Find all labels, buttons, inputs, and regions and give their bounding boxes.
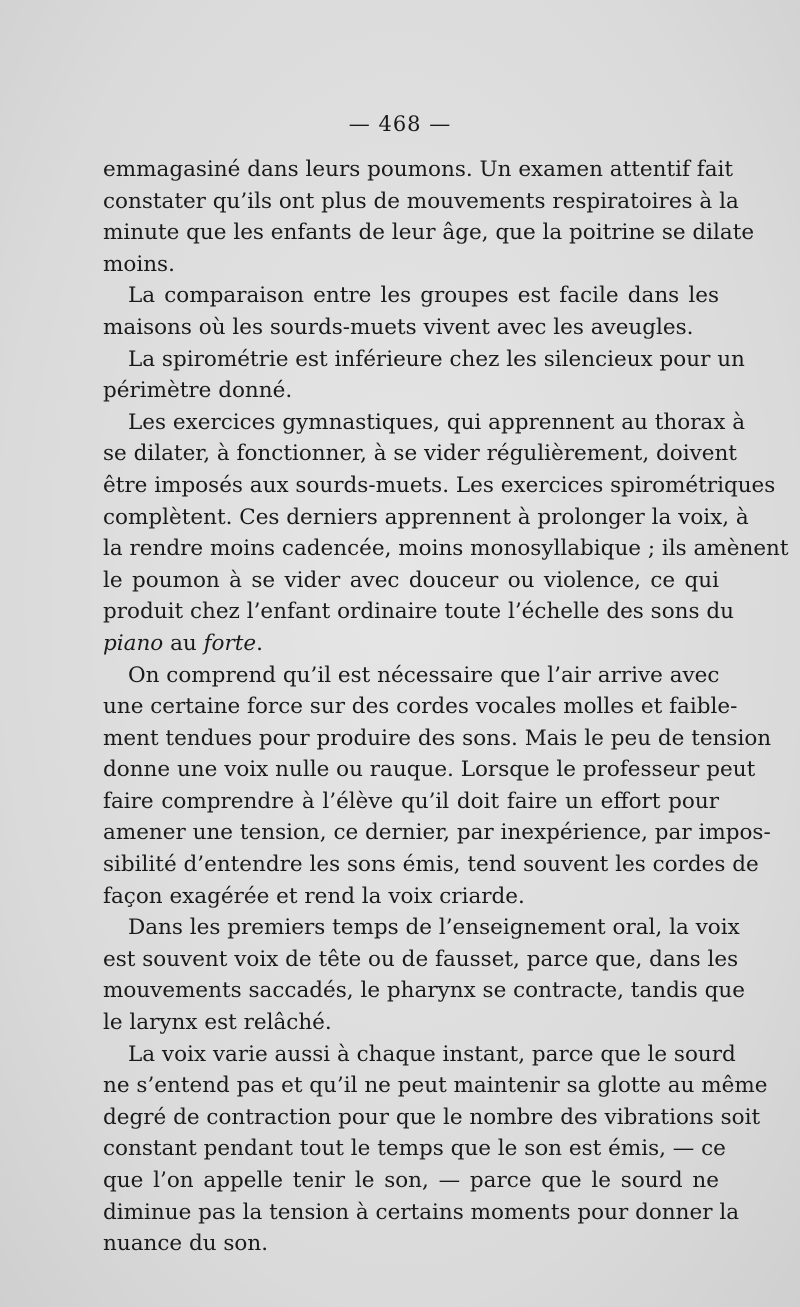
text-line: façon exagérée et rend la voix criarde. bbox=[103, 883, 525, 909]
text-fragment: . bbox=[256, 630, 263, 656]
text-line: mouvements saccadés, le pharynx se contracte, tandis que bbox=[103, 978, 745, 1004]
text-line: constater qu’ils ont plus de mouvements respiratoires à la bbox=[103, 188, 739, 214]
text-line: Les exercices gymnastiques, qui apprennent au thorax à bbox=[128, 409, 746, 435]
body-text bbox=[103, 154, 789, 1260]
text-line: produit chez l’enfant ordinaire toute l’échelle des sons du bbox=[103, 599, 734, 625]
paragraph-6 bbox=[103, 912, 745, 1038]
text-line: moins. bbox=[103, 251, 175, 277]
page-number: — 468 — bbox=[348, 112, 452, 136]
text-line: constant pendant tout le temps que le son est émis, — ce bbox=[103, 1136, 726, 1162]
paragraph-2 bbox=[103, 280, 719, 343]
text-line bbox=[103, 628, 719, 660]
italic-word-piano: piano bbox=[103, 630, 164, 656]
text-line: diminue pas la tension à certains moments pour donner la bbox=[103, 1199, 740, 1225]
text-line: nuance du son. bbox=[103, 1231, 269, 1257]
text-line: Dans les premiers temps de l’enseignement oral, la voix bbox=[128, 915, 740, 941]
text-line: La spirométrie est inférieure chez les silencieux pour un bbox=[128, 346, 745, 372]
text-line: sibilité d’entendre les sons émis, tend souvent les cordes de bbox=[103, 852, 759, 878]
text-line: le larynx est relâché. bbox=[103, 1010, 332, 1036]
italic-word-forte: forte bbox=[203, 630, 257, 656]
text-line: La comparaison entre les groupes est facile dans les bbox=[128, 283, 719, 309]
text-line: une certaine force sur des cordes vocales molles et faible- bbox=[103, 694, 738, 720]
paragraph-4 bbox=[103, 407, 789, 660]
text-line: complètent. Ces derniers apprennent à prolonger la voix, à bbox=[103, 504, 749, 530]
text-line: donne une voix nulle ou rauque. Lorsque le professeur peut bbox=[103, 757, 756, 783]
text-line: ment tendues pour produire des sons. Mais le peu de tension bbox=[103, 725, 772, 751]
text-line: amener une tension, ce dernier, par inexpérience, par impos- bbox=[103, 820, 771, 846]
text-line: est souvent voix de tête ou de fausset, parce que, dans les bbox=[103, 946, 739, 972]
text-line: être imposés aux sourds-muets. Les exercices spirométriques bbox=[103, 472, 776, 498]
paragraph-7 bbox=[103, 1039, 768, 1260]
text-line: minute que les enfants de leur âge, que la poitrine se dilate bbox=[103, 220, 755, 246]
paragraph-1 bbox=[103, 154, 755, 280]
text-line: degré de contraction pour que le nombre des vibrations soit bbox=[103, 1104, 761, 1130]
text-line: que l’on appelle tenir le son, — parce que le sourd ne bbox=[103, 1168, 719, 1193]
text-line: On comprend qu’il est nécessaire que l’air arrive avec bbox=[128, 662, 720, 688]
text-line: faire comprendre à l’élève qu’il doit faire un effort pour bbox=[103, 788, 719, 814]
text-line: ne s’entend pas et qu’il ne peut maintenir sa glotte au même bbox=[103, 1073, 768, 1099]
text-line: la rendre moins cadencée, moins monosyllabique ; ils amènent bbox=[103, 536, 789, 562]
text-line: se dilater, à fonctionner, à se vider régulièrement, doivent bbox=[103, 441, 737, 467]
paragraph-3 bbox=[103, 344, 745, 407]
text-line: emmagasiné dans leurs poumons. Un examen attentif fait bbox=[103, 157, 734, 182]
text-line: périmètre donné. bbox=[103, 378, 293, 404]
text-fragment: au bbox=[163, 630, 204, 656]
paragraph-5 bbox=[103, 660, 772, 913]
text-line: maisons où les sourds-muets vivent avec les aveugles. bbox=[103, 314, 694, 340]
text-line: La voix varie aussi à chaque instant, parce que le sourd bbox=[128, 1041, 736, 1067]
text-line: le poumon à se vider avec douceur ou violence, ce qui bbox=[103, 567, 719, 593]
